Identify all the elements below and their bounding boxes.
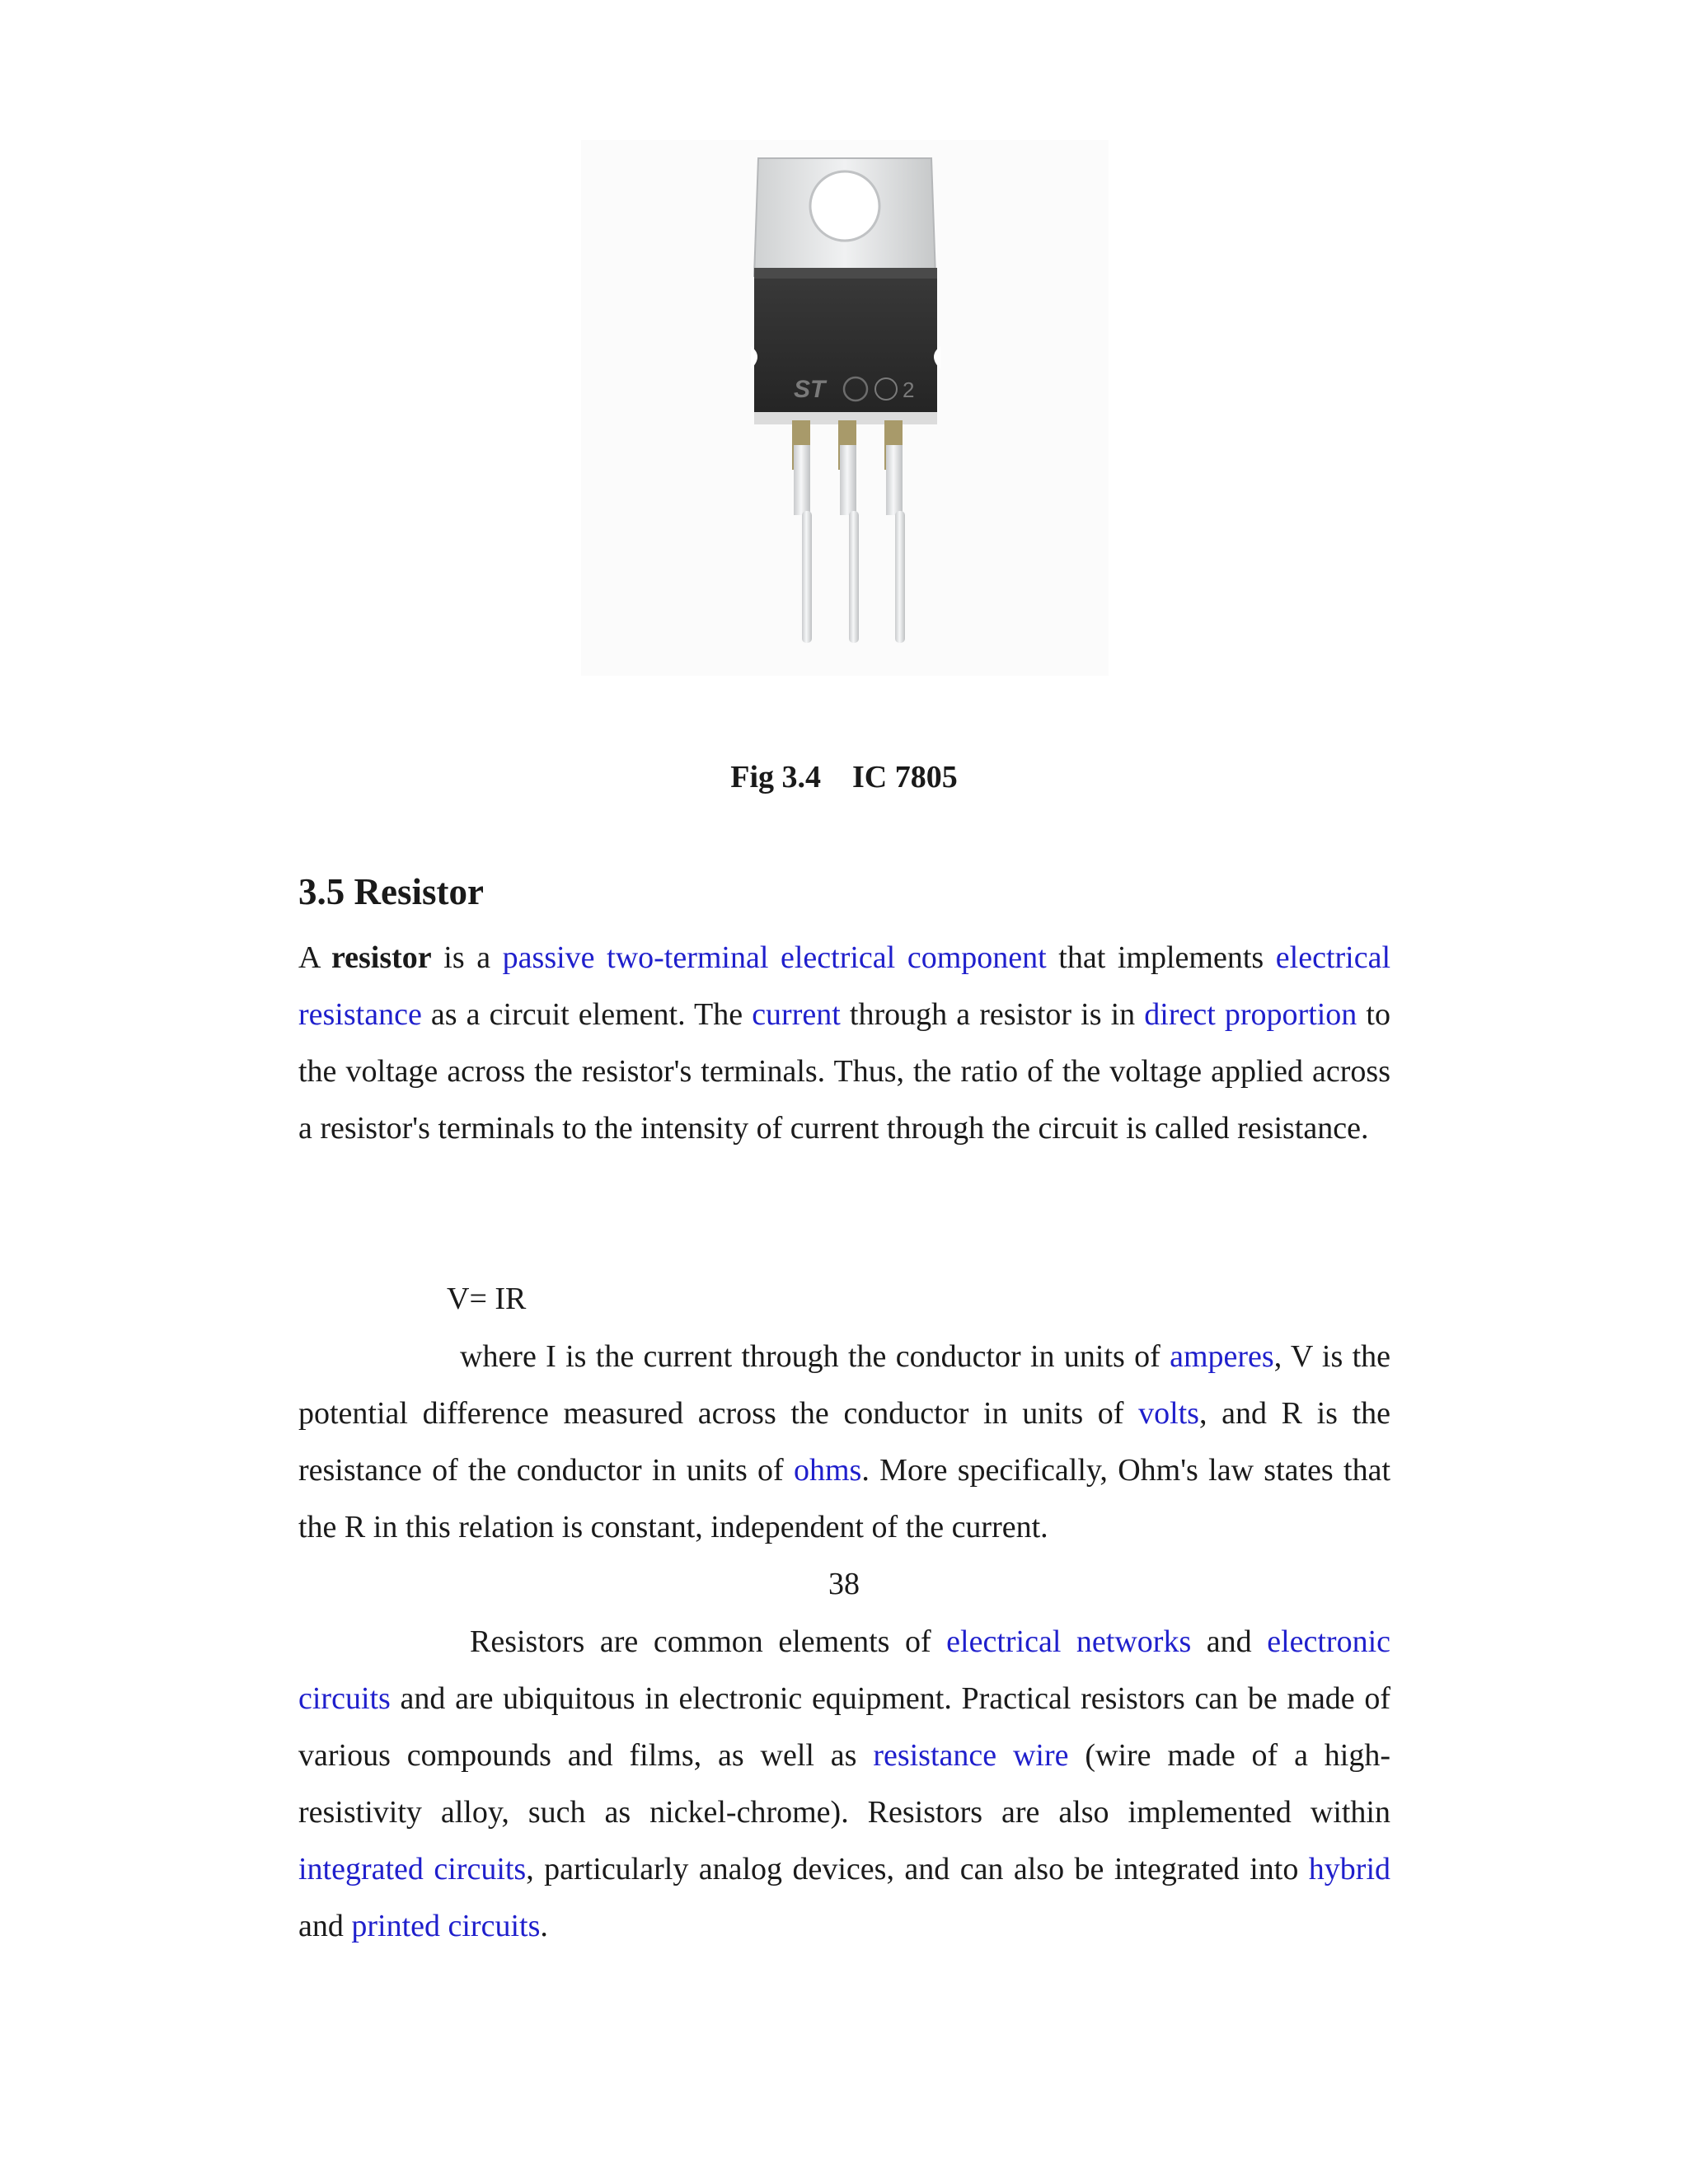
link-electrical-resistance[interactable]: electrical resistance	[298, 940, 1390, 1032]
text-span: , and R is the resistance of the conductor in units of	[298, 1396, 1391, 1488]
svg-text:2: 2	[903, 377, 915, 402]
paragraph-resistor-definition	[298, 930, 1390, 1157]
link-hybrid[interactable]: hybrid	[1308, 1852, 1391, 1886]
link-resistance-wire[interactable]: resistance wire	[873, 1738, 1069, 1773]
link-ohms[interactable]: ohms	[794, 1453, 862, 1488]
text-span: , V is the potential difference measured across the conductor in units of	[298, 1339, 1391, 1431]
text-span: that implements	[1046, 940, 1276, 975]
text-span: A	[298, 940, 331, 975]
paragraph-resistor-uses	[298, 1614, 1390, 1955]
link-current[interactable]: current	[752, 997, 841, 1032]
page-number: 38	[828, 1567, 860, 1601]
link-direct-proportion[interactable]: direct proportion	[1144, 997, 1357, 1032]
link-electronic-circuits[interactable]: electronic circuits	[298, 1624, 1390, 1716]
svg-text:ST: ST	[794, 376, 826, 403]
bold-term-resistor: resistor	[331, 940, 432, 975]
link-passive-component[interactable]: passive two-terminal electrical component	[502, 940, 1047, 975]
figure-caption: Fig 3.4 IC 7805	[730, 760, 958, 794]
text-span: and	[298, 1909, 352, 1943]
link-amperes[interactable]: amperes	[1170, 1339, 1274, 1374]
text-span: to the voltage across the resistor's terminals. Thus, the ratio of the voltage applied across a resistor's terminals to the intensity of current through the circuit is called resistance.	[298, 997, 1390, 1146]
text-span: as a circuit element. The	[421, 997, 753, 1032]
text-span: where I is the current through the conductor in units of	[460, 1339, 1170, 1374]
text-span: .	[540, 1909, 548, 1943]
section-heading: 3.5 Resistor	[298, 871, 484, 912]
ic-7805-figure	[581, 140, 1109, 676]
text-span: (wire made of a high-resistivity alloy, such as nickel-chrome). Resistors are also implemented within	[298, 1738, 1391, 1830]
text-span: through a resistor is in	[840, 997, 1145, 1032]
link-integrated-circuits[interactable]: integrated circuits	[298, 1852, 527, 1886]
ic-7805-image	[581, 140, 1109, 676]
link-printed-circuits[interactable]: printed circuits	[351, 1909, 541, 1943]
text-span: , particularly analog devices, and can also be integrated into	[526, 1852, 1309, 1886]
text-span: Resistors are common elements of	[470, 1624, 947, 1659]
paragraph-ohms-law	[298, 1329, 1390, 1556]
link-electrical-networks[interactable]: electrical networks	[946, 1624, 1192, 1659]
ohms-law-formula: V= IR	[447, 1282, 527, 1316]
text-span: is a	[431, 940, 503, 975]
text-span: and are ubiquitous in electronic equipment. Practical resistors can be made of various compounds and films, as well as	[298, 1681, 1390, 1773]
text-span: . More specifically, Ohm's law states that the R in this relation is constant, independent of the current.	[298, 1453, 1390, 1544]
text-span: and	[1191, 1624, 1268, 1659]
link-volts[interactable]: volts	[1138, 1396, 1199, 1431]
